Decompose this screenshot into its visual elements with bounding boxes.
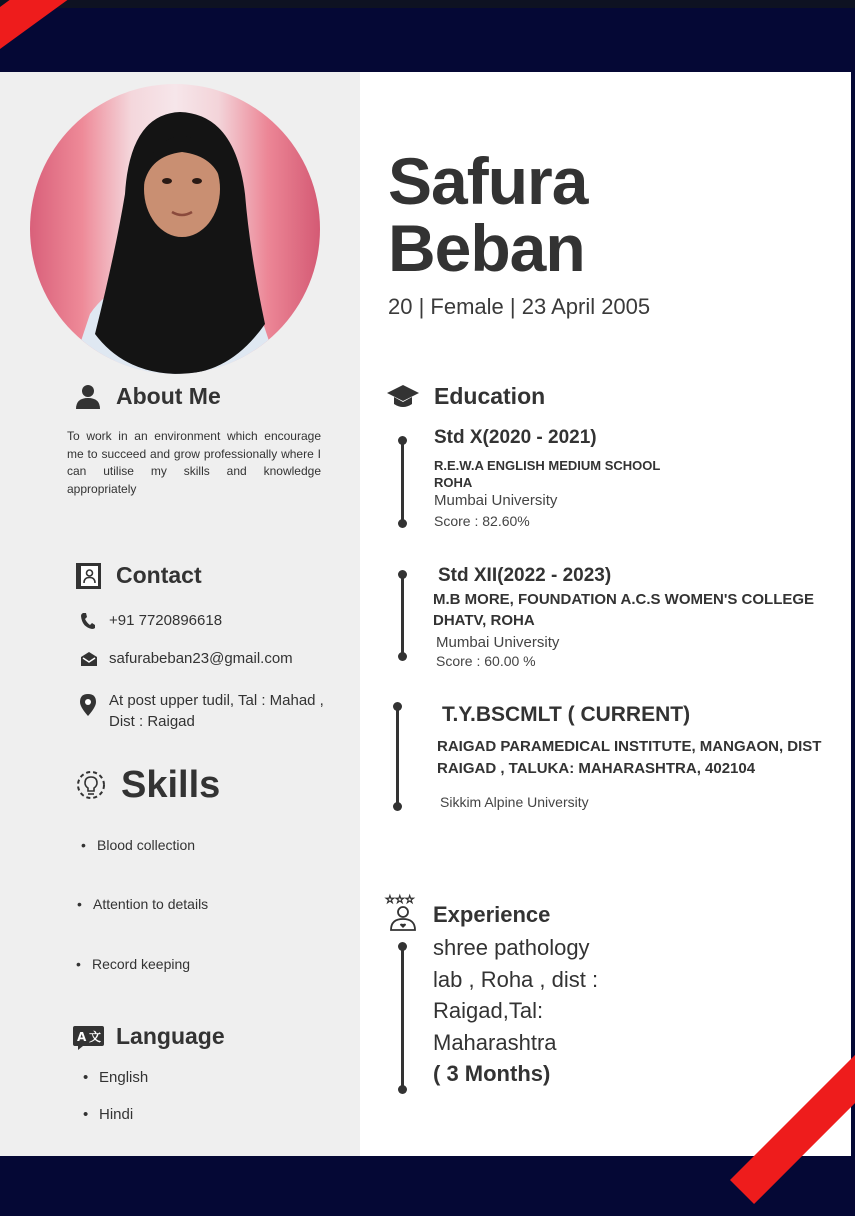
timeline-dot bbox=[398, 652, 407, 661]
edu-3-school: RAIGAD PARAMEDICAL INSTITUTE, MANGAON, DIST bbox=[437, 738, 822, 755]
edu-1-school-city: ROHA bbox=[434, 475, 473, 490]
right-edge bbox=[851, 8, 855, 1156]
svg-text:A: A bbox=[77, 1030, 87, 1044]
timeline-line bbox=[401, 574, 404, 658]
lightbulb-gear-icon bbox=[74, 768, 108, 807]
edu-1-title: Std X(2020 - 2021) bbox=[434, 427, 597, 448]
experience-details bbox=[433, 932, 633, 1090]
experience-line: lab , Roha , dist : bbox=[433, 966, 599, 992]
email-icon bbox=[80, 651, 98, 672]
profile-photo bbox=[30, 84, 320, 374]
personal-details: 20 | Female | 23 April 2005 bbox=[388, 294, 651, 319]
phone-icon bbox=[80, 612, 96, 635]
star-person-icon bbox=[384, 892, 422, 937]
top-band bbox=[0, 0, 855, 72]
edu-2-school: M.B MORE, FOUNDATION A.C.S WOMEN'S COLLEGE bbox=[433, 591, 815, 608]
postal-address: At post upper tudil, Tal : Mahad , Dist : Raigad bbox=[109, 692, 324, 730]
experience-line: Maharashtra bbox=[433, 1029, 557, 1055]
edu-1-score: Score : 82.60% bbox=[434, 513, 530, 529]
last-name: Beban bbox=[388, 211, 585, 285]
edu-3-school-address: RAIGAD , TALUKA: MAHARASHTRA, 402104 bbox=[437, 760, 756, 777]
language-item: • English bbox=[99, 1069, 148, 1086]
experience-title: Experience bbox=[433, 902, 551, 927]
edu-3-title: T.Y.BSCMLT ( CURRENT) bbox=[442, 703, 691, 726]
graduation-cap-icon bbox=[386, 384, 420, 415]
experience-line: Raigad,Tal: bbox=[433, 998, 544, 1023]
location-pin-icon bbox=[80, 694, 96, 721]
timeline-dot bbox=[393, 702, 402, 711]
language-title: Language bbox=[116, 1023, 225, 1049]
edu-2-school-city: DHATV, ROHA bbox=[433, 612, 535, 629]
experience-duration: ( 3 Months) bbox=[433, 1061, 551, 1086]
education-title: Education bbox=[434, 383, 546, 409]
skill-item: • Blood collection bbox=[97, 837, 195, 853]
skill-item: • Record keeping bbox=[92, 956, 190, 972]
edu-2-title: Std XII(2022 - 2023) bbox=[438, 565, 612, 586]
top-edge bbox=[0, 0, 855, 8]
edu-1-university: Mumbai University bbox=[434, 492, 558, 509]
svg-text:文: 文 bbox=[89, 1030, 102, 1044]
edu-2-university: Mumbai University bbox=[436, 634, 560, 651]
edu-3-university: Sikkim Alpine University bbox=[440, 794, 589, 810]
phone-number[interactable]: +91 7720896618 bbox=[109, 612, 223, 629]
person-icon bbox=[75, 384, 101, 415]
timeline-line bbox=[401, 440, 404, 524]
about-text: To work in an environment which encourage me to succeed and grow professionally where I can utilise my skills and knowledge appropriately bbox=[67, 429, 321, 496]
contact-book-icon bbox=[76, 563, 101, 594]
skills-title: Skills bbox=[121, 764, 221, 806]
about-title: About Me bbox=[116, 383, 221, 409]
edu-1-school: R.E.W.A ENGLISH MEDIUM SCHOOL bbox=[434, 458, 661, 473]
language-item: • Hindi bbox=[99, 1106, 133, 1123]
contact-title: Contact bbox=[116, 562, 202, 588]
profile-illustration bbox=[30, 84, 320, 374]
email-address[interactable]: safurabeban23@gmail.com bbox=[109, 650, 293, 667]
timeline-dot bbox=[398, 570, 407, 579]
edu-2-score: Score : 60.00 % bbox=[436, 653, 536, 669]
timeline-dot bbox=[398, 1085, 407, 1094]
timeline-dot bbox=[393, 802, 402, 811]
svg-text:☆☆☆: ☆☆☆ bbox=[385, 893, 415, 906]
skill-item: • Attention to details bbox=[93, 896, 208, 912]
timeline-dot bbox=[398, 942, 407, 951]
timeline-line bbox=[396, 706, 399, 806]
experience-line: shree pathology bbox=[433, 935, 590, 960]
timeline-dot bbox=[398, 436, 407, 445]
timeline-dot bbox=[398, 519, 407, 528]
timeline-line bbox=[401, 946, 404, 1090]
bottom-band bbox=[0, 1156, 855, 1216]
first-name: Safura bbox=[388, 144, 588, 218]
translate-icon bbox=[73, 1026, 104, 1055]
